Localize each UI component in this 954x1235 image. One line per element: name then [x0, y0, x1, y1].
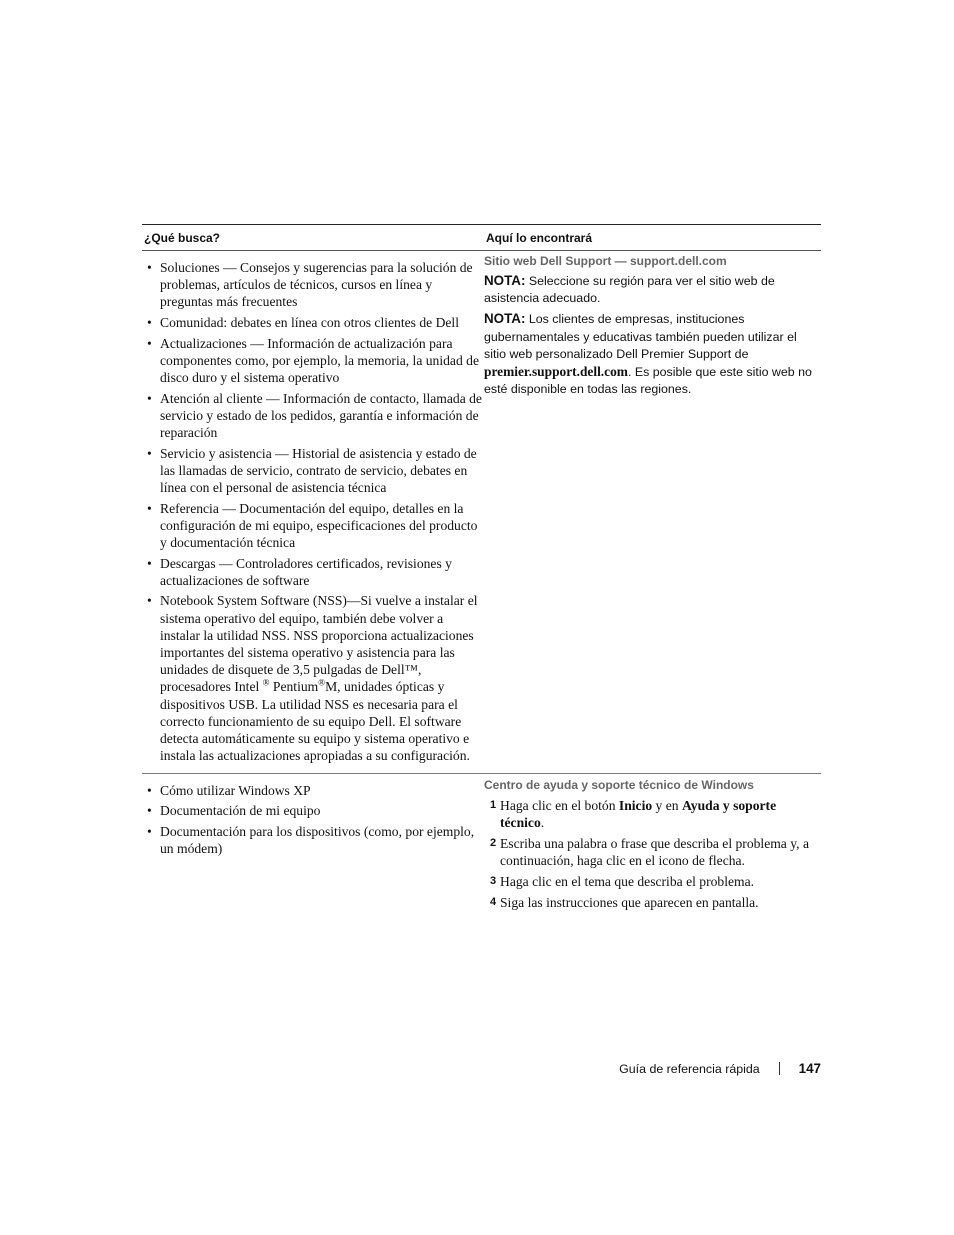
page-footer — [619, 1061, 821, 1076]
step-text: . — [540, 815, 545, 831]
list-item-nss — [142, 592, 484, 764]
row1-right-cell — [484, 251, 821, 768]
footer-title: Guía de referencia rápida — [619, 1061, 760, 1076]
step-number: 2 — [490, 836, 497, 849]
row1-bullet-list — [142, 251, 484, 764]
table-row — [142, 251, 821, 774]
help-support-label: Ayuda y soporte técnico — [500, 797, 777, 831]
step-item — [484, 873, 819, 890]
list-item: • Servicio y asistencia — Historial de asistencia y estado de las llamadas de servicio, contrato de servicio, debates en línea con el personal de asistencia técnica — [142, 445, 484, 497]
step-number: 4 — [490, 895, 497, 908]
list-item: • Referencia — Documentación del equipo, detalles en la configuración de mi equipo, especificaciones del producto y documentación técnica — [142, 500, 484, 552]
premier-support-link[interactable]: premier.support.dell.com — [484, 364, 628, 380]
note-premier — [484, 310, 819, 398]
col-header-where: Aquí lo encontrará — [486, 230, 593, 245]
list-item: • Comunidad: debates en línea con otros clientes de Dell — [142, 314, 484, 331]
list-item: • Documentación para los dispositivos (como, por ejemplo, un módem) — [142, 823, 484, 857]
note-text: Los clientes de empresas, instituciones gubernamentales y educativas también pueden utilizar el sitio web personalizado Dell Premier Support de — [484, 312, 797, 361]
col-header-what: ¿Qué busca? — [144, 230, 221, 245]
table-header — [142, 225, 821, 251]
step-number: 3 — [490, 874, 497, 887]
note-text: . Es posible que este sitio web no esté disponible en todas las regiones. — [484, 365, 812, 397]
list-item: • Cómo utilizar Windows XP — [142, 782, 484, 799]
row2-right-cell — [484, 774, 821, 915]
page-number: 147 — [798, 1061, 821, 1076]
list-item: • Documentación de mi equipo — [142, 802, 484, 819]
note-text: Seleccione su región para ver el sitio web de asistencia adecuado. — [484, 274, 775, 306]
nss-text-3: M, unidades ópticas y dispositivos USB. La utilidad NSS es necesaria para el correcto funcionamiento de su equipo Dell. El software detecta automáticamente su equipo y sistema operativo e instala las actualizaciones apropiadas a su configuración. — [160, 679, 470, 764]
step-number: 1 — [490, 798, 497, 811]
nss-text-1: Notebook System Software (NSS)—Si vuelve a instalar el sistema operativo del equipo, también debe volver a instalar la utilidad NSS. NSS proporciona actualizaciones importantes del sistema operativo y asistencia para las unidades de disquete de 3,5 pulgadas de Dell™, procesadores Intel — [160, 593, 478, 695]
step-text: Haga clic en el botón — [500, 797, 619, 813]
dell-support-heading: Sitio web Dell Support — support.dell.com — [484, 254, 727, 268]
list-item: • Actualizaciones — Información de actualización para componentes como, por ejemplo, la memoria, la unidad de disco duro y el sistema operativo — [142, 335, 484, 387]
note-label: NOTA: — [484, 273, 526, 288]
start-button-label: Inicio — [618, 797, 653, 813]
step-item — [484, 894, 819, 911]
list-item: • Soluciones — Consejos y sugerencias para la solución de problemas, artículos de técnicos, cursos en línea y preguntas más frecuentes — [142, 259, 484, 311]
row2-bullet-list — [142, 774, 484, 858]
registered-mark: ® — [318, 677, 326, 688]
list-item: • Atención al cliente — Información de contacto, llamada de servicio y estado de los pedidos, garantía e información de reparación — [142, 390, 484, 442]
step-text: Escriba una palabra o frase que describa el problema y, a continuación, haga clic en el icono de flecha. — [500, 835, 809, 869]
footer-divider — [779, 1062, 780, 1075]
windows-help-heading: Centro de ayuda y soporte técnico de Windows — [484, 777, 754, 792]
step-text: Siga las instrucciones que aparecen en pantalla. — [500, 894, 759, 910]
help-steps — [484, 797, 819, 911]
note-label: NOTA: — [484, 311, 526, 327]
nss-text-2: Pentium — [269, 679, 319, 695]
step-text: Haga clic en el tema que describa el problema. — [500, 873, 755, 889]
step-text: y en — [652, 797, 682, 813]
registered-mark: ® — [262, 677, 270, 688]
reference-table — [142, 224, 821, 914]
note-region — [484, 272, 819, 307]
row1-left-cell — [142, 251, 484, 768]
list-item: • Descargas — Controladores certificados, revisiones y actualizaciones de software — [142, 555, 484, 589]
step-item — [484, 835, 819, 869]
step-item — [484, 797, 819, 831]
row2-left-cell — [142, 774, 484, 915]
table-row — [142, 774, 821, 915]
